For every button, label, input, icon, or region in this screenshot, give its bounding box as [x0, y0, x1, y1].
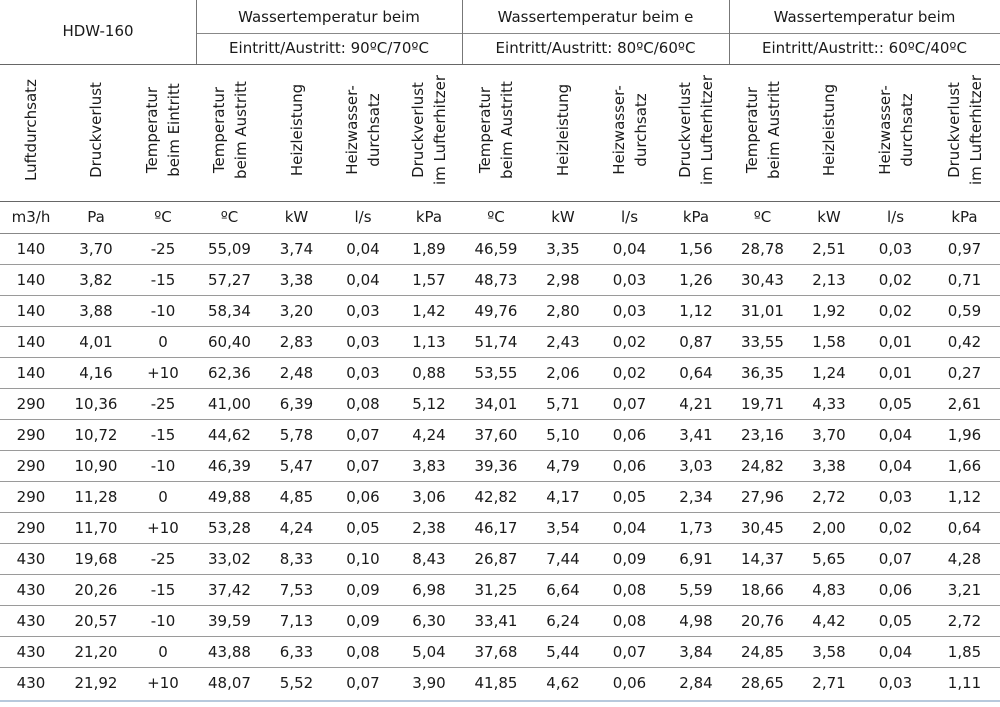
table-cell: 4,83: [812, 581, 846, 599]
table-cell: 140: [16, 302, 46, 320]
table-cell: 8,33: [279, 550, 314, 568]
column-header: Heizleistung: [287, 83, 306, 177]
table-cell: 33,02: [208, 550, 251, 568]
table-cell: 0,03: [878, 488, 913, 506]
table-cell: 0,07: [346, 426, 380, 444]
table-cell: +10: [147, 674, 179, 692]
row-divider: [0, 295, 1000, 296]
group-subtitle: Eintritt/Austritt: 80ºC/60ºC: [495, 39, 696, 57]
table-cell: 1,42: [412, 302, 446, 320]
table-cell: 290: [16, 426, 46, 444]
group-title: Wassertemperatur beim: [238, 8, 420, 26]
table-cell: 46,59: [474, 240, 518, 258]
table-cell: 1,13: [412, 333, 446, 351]
table-cell: 0,03: [346, 302, 380, 320]
table-cell: 0,07: [878, 550, 913, 568]
table-cell: +10: [147, 519, 179, 537]
table-cell: 0,06: [612, 426, 647, 444]
unit-label: ºC: [753, 208, 772, 226]
group-title: Wassertemperatur beim e: [497, 8, 694, 26]
unit-label: kW: [551, 208, 575, 226]
table-cell: 36,35: [741, 364, 784, 382]
table-cell: 5,78: [279, 426, 314, 444]
table-cell: 290: [16, 395, 46, 413]
table-cell: 0,64: [679, 364, 713, 382]
column-header: Druckverlust: [676, 82, 694, 178]
table-cell: 57,27: [208, 271, 251, 289]
table-cell: 2,83: [279, 333, 314, 351]
column-header: Heizwasser-: [343, 85, 361, 175]
table-cell: 0,02: [612, 364, 647, 382]
row-divider: [0, 481, 1000, 482]
column-header: Heizwasser-: [609, 85, 628, 175]
table-cell: 4,85: [279, 488, 314, 506]
table-cell: 140: [16, 364, 46, 382]
table-cell: 0,02: [612, 333, 647, 351]
table-cell: 3,82: [79, 271, 113, 289]
table-cell: 30,45: [741, 519, 784, 537]
table-cell: 1,26: [679, 271, 713, 289]
column-header: Heizleistung: [554, 83, 572, 177]
column-header: Temperatur: [476, 86, 494, 174]
table-cell: 0,08: [346, 643, 380, 661]
table-cell: 14,37: [741, 550, 784, 568]
table-cell: 0,03: [612, 302, 647, 320]
table-cell: 0,08: [612, 612, 647, 630]
table-cell: 21,92: [74, 674, 118, 692]
table-cell: 0,04: [878, 643, 913, 661]
table-cell: -10: [150, 457, 176, 475]
table-cell: 2,71: [812, 674, 846, 692]
table-cell: 0,02: [878, 271, 913, 289]
table-cell: 0,05: [878, 612, 913, 630]
table-cell: 0,02: [878, 302, 913, 320]
table-cell: 140: [16, 271, 46, 289]
table-cell: 5,52: [279, 674, 314, 692]
column-header: Heizleistung: [820, 83, 838, 177]
table-cell: 19,71: [741, 395, 784, 413]
table-cell: 58,34: [208, 302, 251, 320]
table-cell: 37,68: [474, 643, 518, 661]
table-cell: 2,13: [812, 271, 846, 289]
column-header: Druckverlust: [87, 82, 105, 178]
column-header: Temperatur: [209, 86, 228, 174]
table-cell: 24,82: [741, 457, 784, 475]
table-cell: 1,57: [412, 271, 446, 289]
table-cell: 430: [16, 643, 46, 661]
table-cell: 3,06: [412, 488, 446, 506]
table-cell: 0,07: [346, 457, 380, 475]
column-header: im Lufterhitzer: [698, 75, 716, 186]
table-cell: -25: [150, 550, 176, 568]
column-header: Heizwasser-: [875, 85, 894, 175]
table-cell: 31,01: [741, 302, 784, 320]
table-cell: 6,91: [679, 550, 713, 568]
table-cell: 11,70: [74, 519, 118, 537]
table-cell: 0,05: [612, 488, 647, 506]
table-cell: 1,12: [679, 302, 713, 320]
table-cell: -25: [150, 240, 176, 258]
group-subtitle: Eintritt/Austritt:: 60ºC/40ºC: [762, 39, 967, 57]
table-cell: 0,09: [346, 612, 380, 630]
table-cell: 290: [16, 519, 46, 537]
table-cell: 0,01: [878, 364, 913, 382]
table-cell: 4,33: [812, 395, 846, 413]
table-cell: 10,72: [74, 426, 118, 444]
table-cell: 3,70: [79, 240, 113, 258]
table-cell: 5,47: [279, 457, 314, 475]
table-cell: 0,71: [947, 271, 982, 289]
table-cell: 33,55: [741, 333, 784, 351]
table-cell: 3,74: [279, 240, 314, 258]
table-cell: 49,88: [208, 488, 251, 506]
table-cell: 3,38: [812, 457, 846, 475]
table-cell: 0,08: [346, 395, 380, 413]
column-header: beim Austritt: [231, 81, 250, 179]
table-cell: -15: [150, 426, 176, 444]
table-cell: 7,13: [279, 612, 314, 630]
table-cell: 4,98: [679, 612, 713, 630]
column-header: beim Austritt: [498, 81, 516, 179]
table-cell: 2,72: [947, 612, 982, 630]
table-cell: 3,84: [679, 643, 713, 661]
column-header: Druckverlust: [409, 82, 427, 178]
table-cell: 0,04: [346, 271, 380, 289]
table-cell: 6,24: [546, 612, 580, 630]
table-cell: 2,72: [812, 488, 846, 506]
group-title: Wassertemperatur beim: [773, 8, 956, 26]
table-cell: 0: [158, 333, 168, 351]
table-cell: 3,88: [79, 302, 113, 320]
rule-units-bottom: [0, 233, 1000, 234]
column-header: im Lufterhitzer: [966, 75, 985, 186]
table-cell: 0,04: [346, 240, 380, 258]
unit-label: l/s: [620, 208, 639, 226]
table-cell: 5,44: [546, 643, 580, 661]
table-cell: -25: [150, 395, 176, 413]
table-cell: 0,05: [346, 519, 380, 537]
unit-label: l/s: [354, 208, 372, 226]
group-subtitle: Eintritt/Austritt: 90ºC/70ºC: [229, 39, 429, 57]
table-cell: 10,36: [74, 395, 118, 413]
table-cell: 4,16: [79, 364, 113, 382]
table-cell: 3,83: [412, 457, 446, 475]
table-cell: 0,10: [346, 550, 380, 568]
table-cell: 1,12: [947, 488, 982, 506]
table-cell: 0,06: [612, 457, 647, 475]
table-cell: 37,42: [208, 581, 251, 599]
table-cell: 7,53: [279, 581, 314, 599]
table-cell: -15: [150, 581, 176, 599]
table-cell: 41,00: [208, 395, 251, 413]
column-header: Temperatur: [143, 86, 161, 174]
table-cell: 31,25: [474, 581, 518, 599]
table-cell: 43,88: [208, 643, 251, 661]
table-cell: 6,64: [546, 581, 580, 599]
table-cell: 140: [16, 240, 46, 258]
column-header: im Lufterhitzer: [431, 75, 449, 186]
table-cell: 6,33: [279, 643, 314, 661]
table-cell: 430: [16, 581, 46, 599]
unit-label: l/s: [886, 208, 905, 226]
unit-label: kPa: [415, 208, 443, 226]
table-cell: -10: [150, 612, 176, 630]
table-cell: 0,06: [878, 581, 913, 599]
rule-header-units: [0, 201, 1000, 202]
table-cell: 0,07: [612, 395, 647, 413]
row-divider: [0, 357, 1000, 358]
table-cell: 1,92: [812, 302, 846, 320]
table-cell: 51,74: [474, 333, 518, 351]
table-cell: 49,76: [474, 302, 518, 320]
table-cell: 0,04: [612, 240, 647, 258]
table-cell: 3,54: [546, 519, 580, 537]
table-cell: 2,48: [279, 364, 314, 382]
table-cell: 5,59: [679, 581, 713, 599]
table-cell: 3,20: [279, 302, 314, 320]
unit-label: kW: [817, 208, 841, 226]
table-cell: 0,88: [412, 364, 446, 382]
table-cell: 1,66: [947, 457, 982, 475]
table-cell: 1,11: [947, 674, 982, 692]
table-cell: -15: [150, 271, 176, 289]
table-cell: 4,24: [412, 426, 446, 444]
table-cell: 34,01: [474, 395, 518, 413]
table-cell: 28,78: [741, 240, 784, 258]
row-divider: [0, 264, 1000, 265]
table-cell: 46,17: [474, 519, 518, 537]
table-cell: 53,55: [474, 364, 518, 382]
table-cell: 30,43: [741, 271, 784, 289]
table-cell: 39,59: [208, 612, 251, 630]
table-cell: 28,65: [741, 674, 784, 692]
table-cell: 0,04: [878, 457, 913, 475]
table-cell: 60,40: [208, 333, 251, 351]
table-cell: 0,03: [346, 333, 380, 351]
table-cell: 140: [16, 333, 46, 351]
table-cell: 41,85: [474, 674, 518, 692]
table-cell: 2,51: [812, 240, 846, 258]
rule-top-sub: [196, 33, 1000, 34]
row-divider: [0, 326, 1000, 327]
table-cell: 3,03: [679, 457, 713, 475]
table-cell: 0,07: [612, 643, 647, 661]
table-cell: 21,20: [74, 643, 118, 661]
table-cell: 11,28: [74, 488, 118, 506]
table-cell: 5,04: [412, 643, 446, 661]
bottom-rule: [0, 700, 1000, 702]
table-cell: 0,64: [947, 519, 982, 537]
table-cell: 0,08: [612, 581, 647, 599]
table-cell: 5,65: [812, 550, 846, 568]
table-cell: 53,28: [208, 519, 251, 537]
table-cell: 5,12: [412, 395, 446, 413]
table-cell: 0,09: [612, 550, 647, 568]
table-cell: 1,96: [947, 426, 982, 444]
table-cell: 26,87: [474, 550, 518, 568]
table-cell: 48,07: [208, 674, 251, 692]
table-cell: 20,26: [74, 581, 118, 599]
table-cell: 430: [16, 674, 46, 692]
table-cell: 0,87: [679, 333, 713, 351]
row-divider: [0, 419, 1000, 420]
table-cell: 33,41: [474, 612, 518, 630]
table-cell: 3,21: [947, 581, 982, 599]
table-cell: 0,06: [346, 488, 380, 506]
rule-header-main: [0, 64, 1000, 65]
unit-label: kW: [284, 208, 309, 226]
row-divider: [0, 450, 1000, 451]
table-cell: 290: [16, 457, 46, 475]
unit-label: ºC: [220, 208, 239, 226]
column-header: durchsatz: [365, 93, 383, 167]
table-cell: 0,97: [947, 240, 982, 258]
table-cell: 3,70: [812, 426, 846, 444]
column-header: beim Eintritt: [165, 83, 183, 177]
table-cell: 0,04: [878, 426, 913, 444]
table-cell: 3,38: [279, 271, 314, 289]
table-cell: 23,16: [741, 426, 784, 444]
row-divider: [0, 388, 1000, 389]
column-header: durchsatz: [631, 93, 650, 167]
table-cell: 3,90: [412, 674, 446, 692]
unit-label: m3/h: [11, 208, 51, 226]
table-cell: 0,27: [947, 364, 982, 382]
table-cell: 62,36: [208, 364, 251, 382]
table-cell: 2,80: [546, 302, 580, 320]
table-cell: 27,96: [741, 488, 784, 506]
table-cell: 0: [158, 643, 168, 661]
table-cell: 4,21: [679, 395, 713, 413]
table-cell: 7,44: [546, 550, 580, 568]
column-header: Luftdurchsatz: [22, 79, 40, 181]
table-cell: 1,58: [812, 333, 846, 351]
table-cell: 3,35: [546, 240, 580, 258]
table-cell: 2,34: [679, 488, 713, 506]
table-cell: 2,43: [546, 333, 580, 351]
table-cell: 0,03: [346, 364, 380, 382]
table-cell: 0,06: [612, 674, 647, 692]
row-divider: [0, 636, 1000, 637]
table-cell: 0,04: [612, 519, 647, 537]
row-divider: [0, 574, 1000, 575]
table-cell: 37,60: [474, 426, 518, 444]
table-cell: 0,42: [947, 333, 982, 351]
table-cell: 5,71: [546, 395, 580, 413]
table-cell: 8,43: [412, 550, 446, 568]
column-header: Temperatur: [742, 86, 761, 174]
table-cell: 0,03: [878, 674, 913, 692]
table-cell: 48,73: [474, 271, 518, 289]
table-cell: 39,36: [474, 457, 518, 475]
row-divider: [0, 667, 1000, 668]
table-cell: 290: [16, 488, 46, 506]
column-header: Druckverlust: [944, 82, 963, 178]
model-label: HDW-160: [62, 22, 134, 40]
table-cell: 5,10: [546, 426, 580, 444]
table-cell: 4,62: [546, 674, 580, 692]
table-cell: 4,01: [79, 333, 113, 351]
table-cell: 1,56: [679, 240, 713, 258]
table-cell: 55,09: [208, 240, 251, 258]
table-cell: 46,39: [208, 457, 251, 475]
table-cell: 20,57: [74, 612, 118, 630]
table-cell: 4,42: [812, 612, 846, 630]
table-cell: -10: [150, 302, 176, 320]
unit-label: ºC: [154, 208, 172, 226]
table-cell: 4,28: [947, 550, 982, 568]
table-cell: 19,68: [74, 550, 118, 568]
unit-label: Pa: [87, 208, 105, 226]
table-cell: 2,61: [947, 395, 982, 413]
table-cell: 0,59: [947, 302, 982, 320]
table-cell: 1,73: [679, 519, 713, 537]
column-header: durchsatz: [897, 93, 916, 167]
table-cell: 3,41: [679, 426, 713, 444]
table-cell: 0: [158, 488, 168, 506]
table-cell: 6,39: [279, 395, 314, 413]
table-cell: 2,06: [546, 364, 580, 382]
table-cell: 0,07: [346, 674, 380, 692]
table-cell: 4,17: [546, 488, 580, 506]
table-cell: 3,58: [812, 643, 846, 661]
row-divider: [0, 543, 1000, 544]
table-cell: 18,66: [741, 581, 784, 599]
table-cell: 2,98: [546, 271, 580, 289]
column-header: beim Austritt: [764, 81, 783, 179]
row-divider: [0, 512, 1000, 513]
unit-label: ºC: [487, 208, 505, 226]
table-cell: 24,85: [741, 643, 784, 661]
table-cell: 0,01: [878, 333, 913, 351]
table-cell: 44,62: [208, 426, 251, 444]
table-cell: 1,89: [412, 240, 446, 258]
table-cell: 2,84: [679, 674, 713, 692]
table-cell: 2,00: [812, 519, 846, 537]
table-cell: 6,30: [412, 612, 446, 630]
table-cell: 0,02: [878, 519, 913, 537]
unit-label: kPa: [682, 208, 710, 226]
table-cell: 4,24: [279, 519, 314, 537]
table-cell: 0,03: [878, 240, 913, 258]
table-cell: 2,38: [412, 519, 446, 537]
row-divider: [0, 605, 1000, 606]
table-cell: 0,05: [878, 395, 913, 413]
table-cell: 10,90: [74, 457, 118, 475]
table-cell: 4,79: [546, 457, 580, 475]
table-cell: 1,24: [812, 364, 846, 382]
table-cell: 20,76: [741, 612, 784, 630]
table-cell: +10: [147, 364, 179, 382]
table-cell: 430: [16, 550, 46, 568]
table-cell: 42,82: [474, 488, 518, 506]
table-cell: 0,09: [346, 581, 380, 599]
table-cell: 1,85: [947, 643, 982, 661]
table-cell: 430: [16, 612, 46, 630]
table-cell: 0,03: [612, 271, 647, 289]
unit-label: kPa: [951, 208, 978, 226]
table-cell: 6,98: [412, 581, 446, 599]
